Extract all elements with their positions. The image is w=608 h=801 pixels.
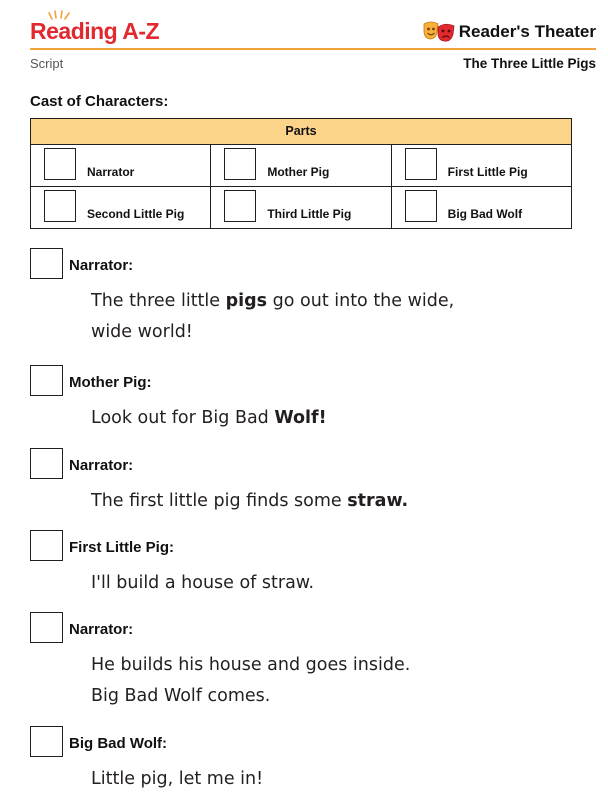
speech-run: I'll build a house of straw. — [91, 573, 315, 593]
cast-heading: Cast of Characters: — [30, 93, 169, 110]
line-checkbox[interactable] — [30, 248, 63, 279]
parts-table — [30, 118, 572, 229]
speech-keyword: straw. — [347, 491, 409, 511]
part-cell — [211, 145, 391, 186]
speech-run: The first little pig finds some — [91, 491, 348, 511]
speaker-name: Mother Pig: — [69, 374, 152, 391]
part-cell — [31, 145, 211, 186]
speech-keyword: Wolf! — [274, 408, 327, 428]
speech-text — [91, 286, 591, 348]
speaker-name: Narrator: — [69, 457, 134, 474]
speech-line — [91, 486, 591, 517]
speech-line — [91, 681, 591, 712]
speech-run: wide world! — [91, 322, 193, 342]
speech-run: Big Bad Wolf comes. — [91, 686, 271, 706]
speech-text — [91, 650, 591, 712]
speech-text — [91, 568, 591, 599]
page-header — [0, 0, 608, 80]
part-name: Big Bad Wolf — [447, 207, 523, 221]
part-name: Narrator — [87, 165, 135, 179]
part-checkbox[interactable] — [405, 148, 437, 180]
part-checkbox[interactable] — [44, 148, 76, 180]
speech-line — [91, 403, 591, 434]
part-checkbox[interactable] — [224, 148, 256, 180]
speaker-name: Big Bad Wolf: — [69, 735, 168, 752]
header-divider — [30, 48, 596, 50]
speech-line — [91, 568, 591, 599]
section-title: Reader's Theater — [458, 22, 596, 41]
part-checkbox[interactable] — [224, 190, 256, 222]
speech-run: Little pig, let me in! — [91, 769, 264, 789]
part-name: First Little Pig — [447, 165, 528, 179]
speech-line — [91, 764, 591, 795]
speech-run: Look out for Big Bad — [91, 408, 275, 428]
part-cell — [392, 187, 571, 228]
parts-row — [31, 145, 571, 186]
speech-text — [91, 486, 591, 517]
part-checkbox[interactable] — [44, 190, 76, 222]
line-checkbox[interactable] — [30, 530, 63, 561]
part-cell — [392, 145, 571, 186]
speech-text — [91, 403, 591, 434]
parts-row — [31, 186, 571, 228]
speech-run: go out into the wide, — [267, 291, 455, 311]
part-cell — [31, 187, 211, 228]
line-checkbox[interactable] — [30, 612, 63, 643]
parts-table-header: Parts — [31, 119, 571, 145]
line-checkbox[interactable] — [30, 448, 63, 479]
part-checkbox[interactable] — [405, 190, 437, 222]
speech-run: The three little — [91, 291, 226, 311]
story-title: The Three Little Pigs — [463, 56, 596, 71]
speech-keyword: pigs — [225, 291, 268, 311]
document-type: Script — [30, 56, 64, 71]
part-name: Mother Pig — [267, 165, 330, 179]
speaker-name: Narrator: — [69, 621, 134, 638]
part-name: Second Little Pig — [87, 207, 185, 221]
speech-line — [91, 650, 591, 681]
speaker-name: First Little Pig: — [69, 539, 174, 556]
part-name: Third Little Pig — [267, 207, 352, 221]
part-cell — [211, 187, 391, 228]
line-checkbox[interactable] — [30, 726, 63, 757]
theater-masks-icon — [422, 21, 456, 43]
line-checkbox[interactable] — [30, 365, 63, 396]
speaker-name: Narrator: — [69, 257, 134, 274]
brand-name: Reading A-Z — [30, 18, 160, 44]
speech-line — [91, 286, 591, 317]
speech-run: He builds his house and goes inside. — [91, 655, 411, 675]
section-badge — [422, 19, 596, 45]
speech-text — [91, 764, 591, 795]
speech-line — [91, 317, 591, 348]
